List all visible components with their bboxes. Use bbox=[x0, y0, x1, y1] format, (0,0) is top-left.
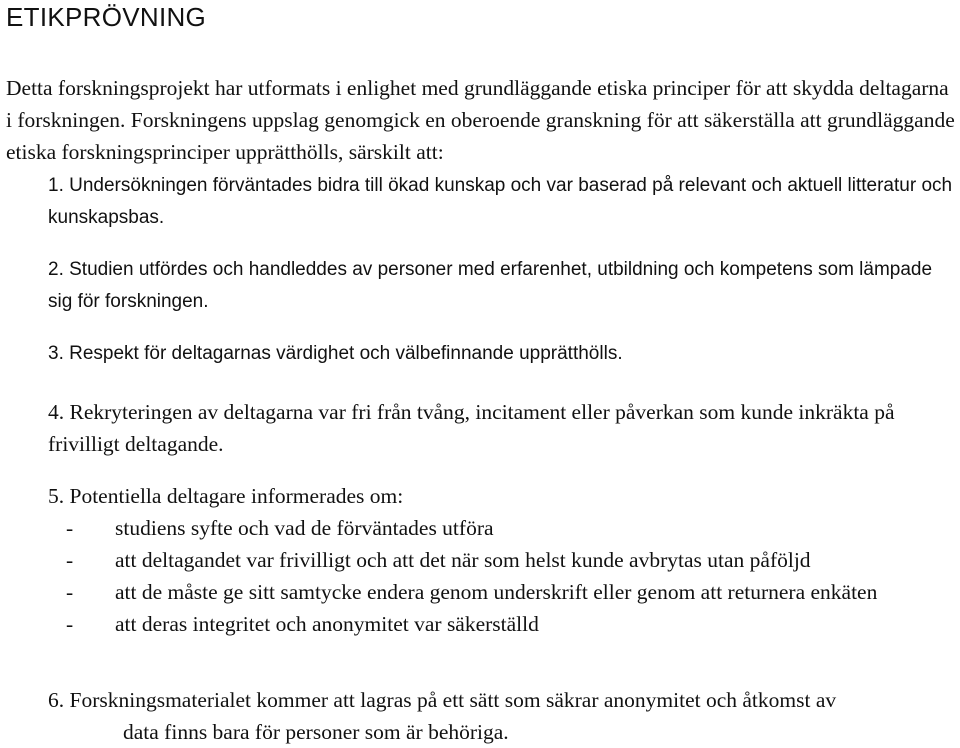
principle-item-6-continuation: data finns bara för personer som är behöriga. bbox=[123, 720, 509, 744]
information-list-item bbox=[48, 608, 956, 640]
information-list-item bbox=[48, 512, 956, 544]
intro-paragraph: Detta forskningsprojekt har utformats i enlighet med grundläggande etiska principer för att skydda deltagarna i forskningen. Forskningens uppslag genomgick en oberoende granskning för att säkerställa att grundläggande etiska forskningsprinciper upprätthölls, särskilt att: bbox=[6, 76, 955, 164]
list-item-text: att deras integritet och anonymitet var säkerställd bbox=[115, 612, 539, 636]
principle-item-3: 3. Respekt för deltagarnas värdighet och välbefinnande upprätthölls. bbox=[48, 343, 623, 364]
list-item-text: studiens syfte och vad de förväntades utföra bbox=[115, 516, 494, 540]
principle-item-6 bbox=[48, 684, 956, 748]
principle-item-2: 2. Studien utfördes och handleddes av personer med erfarenhet, utbildning och kompetens som lämpade sig för forskningen. bbox=[48, 259, 933, 312]
list-item-text: att deltagandet var frivilligt och att det när som helst kunde avbrytas utan påföljd bbox=[115, 548, 811, 572]
list-dash: - bbox=[66, 580, 74, 604]
information-list-item bbox=[48, 576, 956, 608]
list-dash: - bbox=[66, 516, 74, 540]
list-dash: - bbox=[66, 612, 74, 636]
document-title: ETIKPRÖVNING bbox=[6, 2, 207, 32]
principle-item-5-heading: 5. Potentiella deltagare informerades om: bbox=[48, 484, 404, 508]
list-item-text: att de måste ge sitt samtycke endera genom underskrift eller genom att returnera enkäten bbox=[115, 580, 878, 604]
information-list bbox=[48, 512, 956, 640]
principle-item-1: 1. Undersökningen förväntades bidra till ökad kunskap och var baserad på relevant och aktuell litteratur och kunskapsbas. bbox=[48, 175, 953, 228]
principle-item-6-text: 6. Forskningsmaterialet kommer att lagras på ett sätt som säkrar anonymitet och åtkomst av bbox=[48, 688, 837, 712]
principle-item-4: 4. Rekryteringen av deltagarna var fri från tvång, incitament eller påverkan som kunde inkräkta på frivilligt deltagande. bbox=[48, 400, 895, 456]
list-dash: - bbox=[66, 548, 74, 572]
information-list-item bbox=[48, 544, 956, 576]
principle-item-5 bbox=[48, 480, 956, 640]
